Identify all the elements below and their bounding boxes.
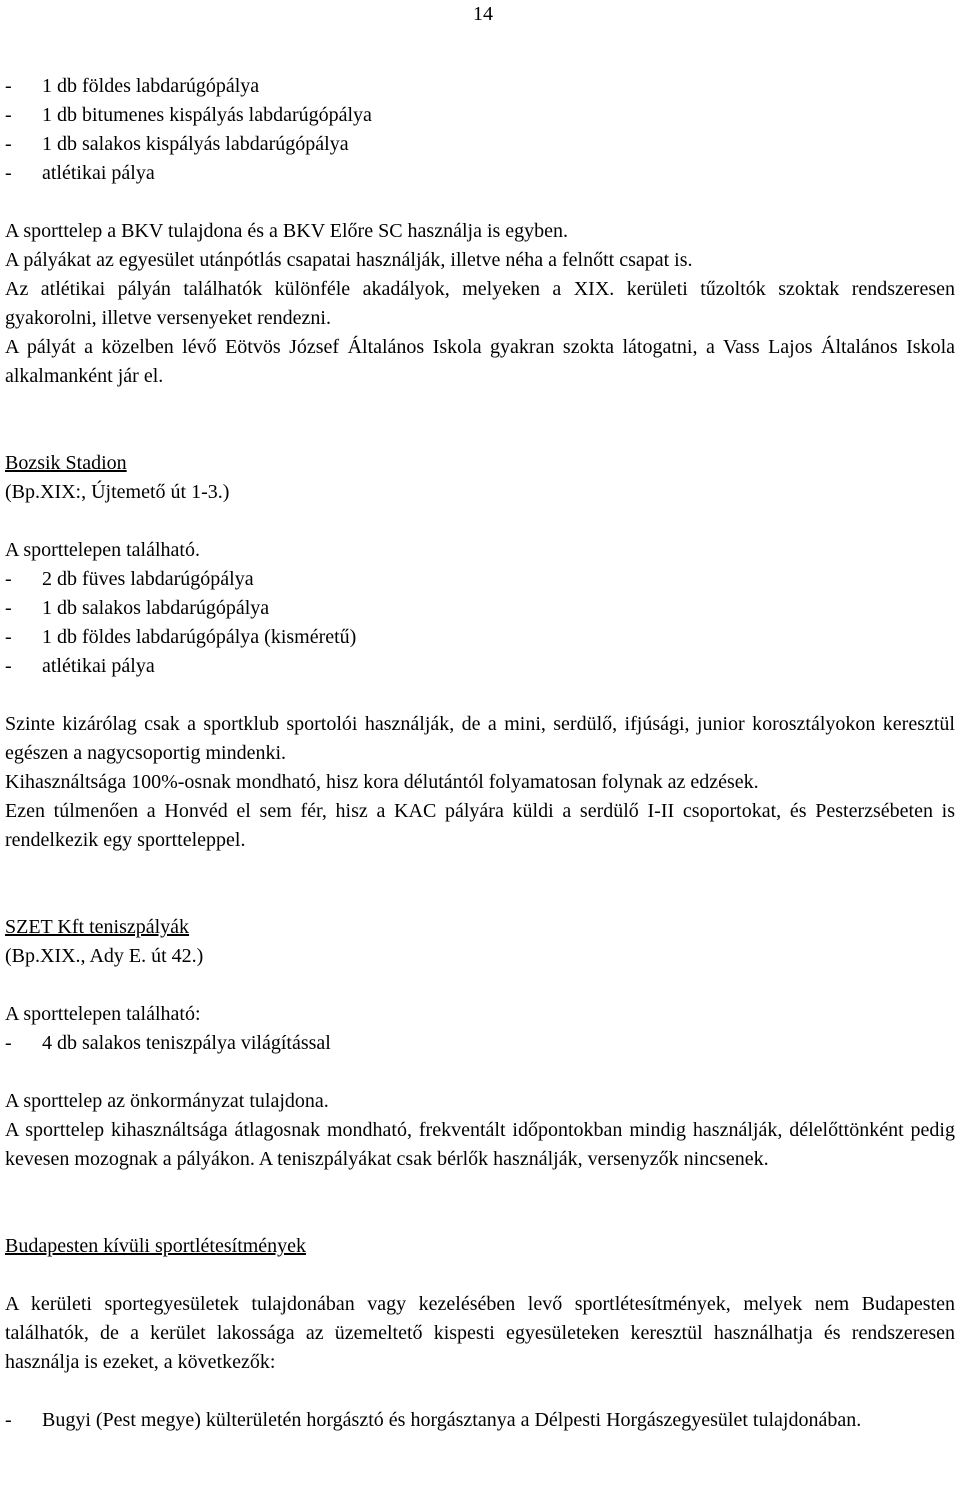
section-title-szet: SZET Kft teniszpályák [5,916,190,938]
page-number: 14 [473,3,493,25]
dash: - [5,1032,12,1054]
facility-list-1 [5,72,955,188]
list-item: - 1 db földes labdarúgópálya [5,72,955,101]
list-item: - atlétikai pálya [5,652,955,681]
address: (Bp.XIX., Ady E. út 42.) [5,945,204,967]
list-item: - 1 db salakos labdarúgópálya [5,594,955,623]
paragraph: A kerületi sportegyesületek tulajdonában vagy kezelésében levő sportlétesítmények, melyek nem Budapesten találhatók, de a kerület lakossága az üzemeltető kispesti egyesületeken keresztül használhatja és rendszeresen használja is ezeket, a következők: [5,1293,955,1373]
paragraph: A sporttelep az önkormányzat tulajdona. [5,1090,329,1112]
dash: - [5,626,12,648]
paragraph: Az atlétikai pályán találhatók különféle akadályok, melyeken a XIX. kerületi tűzoltók szoktak rendszeresen gyakorolni, illetve versenyeket rendezni. [5,278,955,329]
section-title-outside: Budapesten kívüli sportlétesítmények [5,1235,307,1257]
paragraph: A sporttelep kihasználtsága átlagosnak mondható, frekventált időpontokban mindig használják, délelőttönként pedig kevesen mozognak a pályákon. A teniszpályákat csak bérlők használják, versenyzők nincsenek. [5,1119,955,1170]
facility-list-szet [5,1029,955,1058]
list-item: - 1 db földes labdarúgópálya (kisméretű) [5,623,955,652]
list-item: - Bugyi (Pest megye) külterületén horgásztó és horgásztanya a Délpesti Horgászegyesület tulajdonában. [5,1406,955,1435]
facility-list-outside [5,1406,955,1435]
dash: - [5,104,12,126]
dash: - [5,133,12,155]
dash: - [5,1409,12,1431]
section-title-bozsik: Bozsik Stadion [5,452,127,474]
list-item: - 4 db salakos teniszpálya világítással [5,1029,955,1058]
address: (Bp.XIX:, Újtemető út 1-3.) [5,481,230,503]
section-intro: A sporttelepen található: [5,1003,201,1025]
list-item: - 1 db bitumenes kispályás labdarúgópálya [5,101,955,130]
facility-list-bozsik [5,565,955,681]
document-body [5,72,955,1435]
dash: - [5,568,12,590]
paragraph: Ezen túlmenően a Honvéd el sem fér, hisz a KAC pályára küldi a serdülő I-II csoportokat, és Pesterzsébeten is rendelkezik egy sportteleppel. [5,800,955,851]
dash: - [5,75,12,97]
dash: - [5,162,12,184]
paragraph: A pályát a közelben lévő Eötvös József Általános Iskola gyakran szokta látogatni, a Vass Lajos Általános Iskola alkalmanként jár el. [5,336,955,387]
dash: - [5,597,12,619]
paragraph: Kihasználtsága 100%-osnak mondható, hisz kora délutántól folyamatosan folynak az edzések. [5,771,759,793]
section-intro: A sporttelepen található. [5,539,200,561]
list-item: - atlétikai pálya [5,159,955,188]
paragraph: A pályákat az egyesület utánpótlás csapatai használják, illetve néha a felnőtt csapat is. [5,249,693,271]
list-item: - 2 db füves labdarúgópálya [5,565,955,594]
list-item: - 1 db salakos kispályás labdarúgópálya [5,130,955,159]
paragraph: A sporttelep a BKV tulajdona és a BKV Előre SC használja is egyben. [5,220,569,242]
paragraph: Szinte kizárólag csak a sportklub sportolói használják, de a mini, serdülő, ifjúsági, junior korosztályokon keresztül egészen a nagycsoportig mindenki. [5,713,955,764]
dash: - [5,655,12,677]
